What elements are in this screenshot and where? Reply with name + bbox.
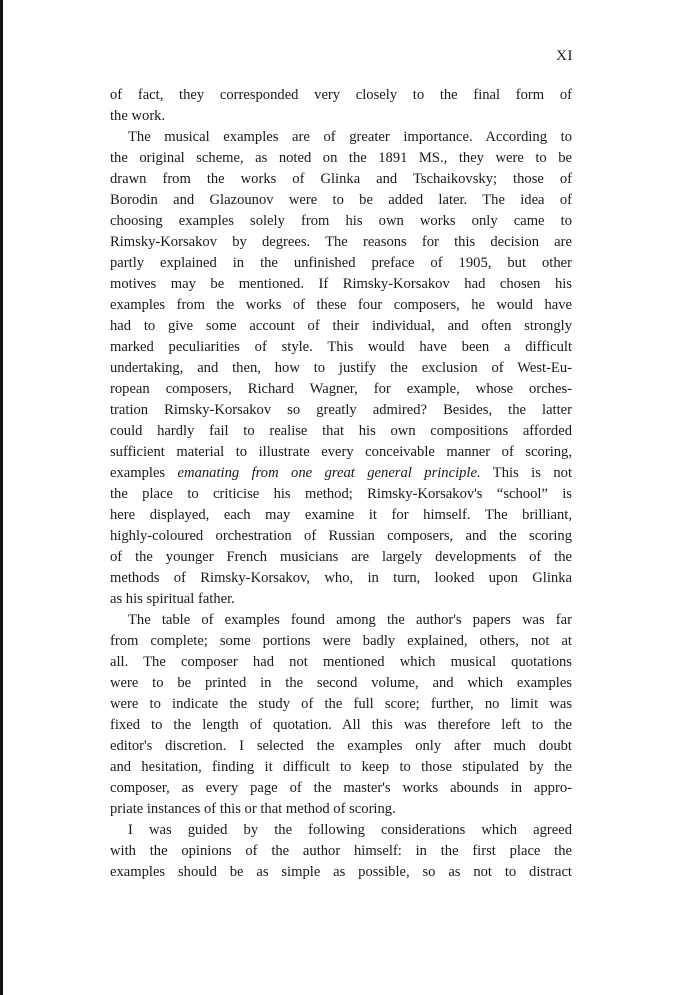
italic-phrase: emanating from one great general principle.: [177, 465, 481, 481]
text-line: and hesitation, finding it difficult to keep to those stipulated by the: [110, 759, 572, 775]
text-line: of fact, they corresponded very closely to the final form of: [110, 87, 572, 103]
text-line: Borodin and Glazounov were to be added later. The idea of: [110, 192, 572, 208]
text-line: undertaking, and then, how to justify the exclusion of West-Eu-: [110, 360, 572, 376]
text-line: Rimsky-Korsakov by degrees. The reasons for this decision are: [110, 234, 572, 250]
text-line: were to be printed in the second volume, and which examples: [110, 675, 572, 691]
text-line: were to indicate the study of the full score; further, no limit was: [110, 696, 572, 712]
text-line-with-italic: [110, 463, 572, 484]
text-line: partly explained in the unfinished preface of 1905, but other: [110, 255, 572, 271]
text-line: here displayed, each may examine it for himself. The brilliant,: [110, 507, 572, 523]
text-line: the original scheme, as noted on the 1891 MS., they were to be: [110, 150, 572, 166]
body-text: [110, 85, 572, 883]
text-line: tration Rimsky-Korsakov so greatly admired? Besides, the latter: [110, 402, 572, 418]
page-edge-mark: [0, 0, 3, 995]
text-line: with the opinions of the author himself: in the first place the: [110, 843, 572, 859]
text-line: examples should be as simple as possible, so as not to distract: [110, 864, 572, 880]
text-line: examples from the works of these four composers, he would have: [110, 297, 572, 313]
text-line: ropean composers, Richard Wagner, for example, whose orches-: [110, 381, 572, 397]
text-line: priate instances of this or that method of scoring.: [110, 801, 396, 817]
text-line: drawn from the works of Glinka and Tschaikovsky; those of: [110, 171, 572, 187]
text-line: highly-coloured orchestration of Russian composers, and the scoring: [110, 528, 572, 544]
text-line: as his spiritual father.: [110, 591, 235, 607]
text-line: motives may be mentioned. If Rimsky-Korsakov had chosen his: [110, 276, 572, 292]
text-line: editor's discretion. I selected the examples only after much doubt: [110, 738, 572, 754]
page-number: XI: [556, 48, 573, 64]
text-line: choosing examples solely from his own works only came to: [110, 213, 572, 229]
text-line: from complete; some portions were badly explained, others, not at: [110, 633, 572, 649]
text-line: of the younger French musicians are largely developments of the: [110, 549, 572, 565]
text-line: sufficient material to illustrate every conceivable manner of scoring,: [110, 444, 572, 460]
text-line: the place to criticise his method; Rimsky-Korsakov's “school” is: [110, 486, 572, 502]
text-line: could hardly fail to realise that his own compositions afforded: [110, 423, 572, 439]
text-line: had to give some account of their individual, and often strongly: [110, 318, 572, 334]
text-line: marked peculiarities of style. This would have been a difficult: [110, 339, 572, 355]
text-line: fixed to the length of quotation. All this was therefore left to the: [110, 717, 572, 733]
text-segment: examples: [110, 465, 178, 481]
paragraph-start-line: The musical examples are of greater importance. According to: [128, 129, 572, 145]
paragraph-start-line: The table of examples found among the author's papers was far: [128, 612, 572, 628]
text-line: the work.: [110, 108, 166, 124]
text-line: all. The composer had not mentioned which musical quotations: [110, 654, 572, 670]
text-line: composer, as every page of the master's works abounds in appro-: [110, 780, 572, 796]
text-segment: This is not: [480, 465, 572, 481]
paragraph-start-line: I was guided by the following considerations which agreed: [128, 822, 572, 838]
text-line: methods of Rimsky-Korsakov, who, in turn, looked upon Glinka: [110, 570, 572, 586]
